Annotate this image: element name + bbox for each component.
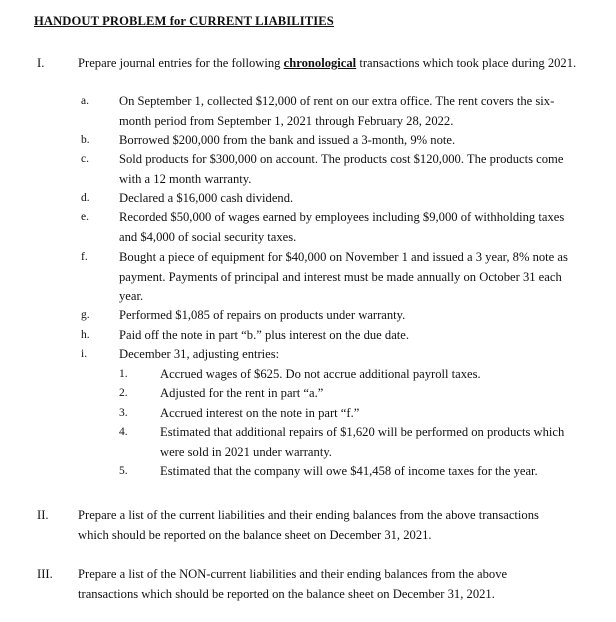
item-text: Bought a piece of equipment for $40,000 on November 1 and issued a 3 year, 8% note as payment. Payments of principal and interest must be made annually on October 31 each year. bbox=[119, 250, 568, 303]
adjusting-number: 5. bbox=[119, 465, 128, 477]
item-letter: f. bbox=[81, 251, 88, 263]
part-one-intro-end: transactions which took place during 2021. bbox=[356, 56, 577, 70]
item-text: Performed $1,085 of repairs on products under warranty. bbox=[119, 308, 406, 322]
item-letter: c. bbox=[81, 153, 89, 165]
part-three-numeral: III. bbox=[37, 567, 53, 581]
item-text: On September 1, collected $12,000 of rent on our extra office. The rent covers the six-month period from September 1, 2021 through February 28, 2022. bbox=[119, 94, 555, 128]
part-one-intro-emphasis: chronological bbox=[283, 56, 357, 70]
item-text: Declared a $16,000 cash dividend. bbox=[119, 191, 294, 205]
item-text: Borrowed $200,000 from the bank and issued a 3-month, 9% note. bbox=[119, 133, 456, 147]
adjusting-text: Estimated that additional repairs of $1,620 will be performed on products which were sold in 2021 under warranty. bbox=[160, 425, 565, 459]
adjusting-text: Estimated that the company will owe $41,458 of income taxes for the year. bbox=[160, 464, 538, 478]
adjusting-number: 3. bbox=[119, 407, 128, 419]
item-letter: i. bbox=[81, 348, 88, 360]
adjusting-number: 2. bbox=[119, 387, 128, 399]
item-letter: a. bbox=[81, 95, 89, 107]
part-three-text: Prepare a list of the NON-current liabilities and their ending balances from the above transactions which should be reported on the balance sheet on December 31, 2021. bbox=[78, 567, 508, 601]
handout-title: HANDOUT PROBLEM for CURRENT LIABILITIES bbox=[34, 14, 334, 28]
part-one-intro-start: Prepare journal entries for the following bbox=[78, 56, 284, 70]
adjusting-number: 4. bbox=[119, 426, 128, 438]
item-text: Recorded $50,000 of wages earned by employees including $9,000 of withholding taxes and $4,000 of social security taxes. bbox=[119, 210, 565, 244]
item-letter: h. bbox=[81, 329, 90, 341]
adjusting-text: Accrued interest on the note in part “f.” bbox=[160, 406, 360, 420]
part-one-numeral: I. bbox=[37, 56, 45, 70]
part-two-text: Prepare a list of the current liabilities and their ending balances from the above transactions which should be reported on the balance sheet on December 31, 2021. bbox=[78, 508, 539, 542]
item-text: Sold products for $300,000 on account. The products cost $120,000. The products come with a 12 month warranty. bbox=[119, 152, 564, 186]
adjusting-number: 1. bbox=[119, 368, 128, 380]
item-letter: g. bbox=[81, 309, 90, 321]
part-one-intro bbox=[78, 54, 578, 74]
part-two-numeral: II. bbox=[37, 508, 49, 522]
item-text: Paid off the note in part “b.” plus interest on the due date. bbox=[119, 328, 410, 342]
item-letter: b. bbox=[81, 134, 90, 146]
item-letter: e. bbox=[81, 211, 89, 223]
adjusting-text: Adjusted for the rent in part “a.” bbox=[160, 386, 324, 400]
item-letter: d. bbox=[81, 192, 90, 204]
item-text: December 31, adjusting entries: bbox=[119, 347, 280, 361]
adjusting-text: Accrued wages of $625. Do not accrue additional payroll taxes. bbox=[160, 367, 481, 381]
